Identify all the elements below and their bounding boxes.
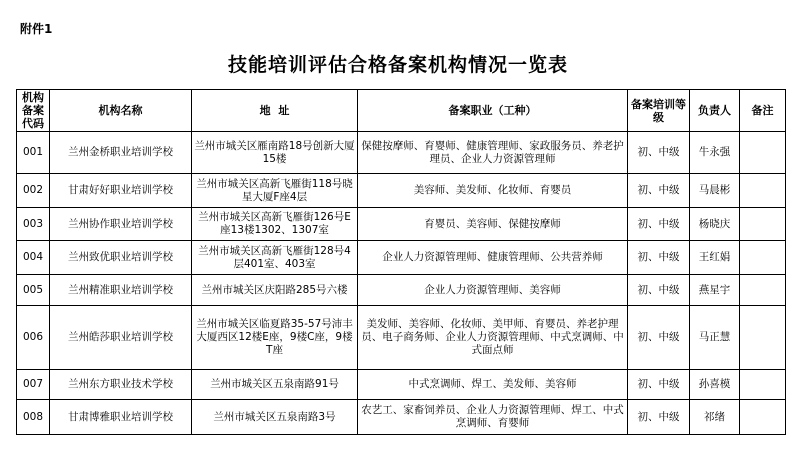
cell-remark (740, 132, 786, 174)
cell-remark (740, 241, 786, 275)
cell-person: 孙喜模 (690, 370, 740, 400)
cell-address: 兰州市城关区雁南路18号创新大厦15楼 (192, 132, 358, 174)
cell-level: 初、中级 (628, 174, 690, 208)
cell-person: 燕星宇 (690, 275, 740, 306)
cell-code: 007 (17, 370, 50, 400)
cell-name: 兰州金桥职业培训学校 (50, 132, 192, 174)
cell-level: 初、中级 (628, 275, 690, 306)
cell-name: 甘肃博雅职业培训学校 (50, 400, 192, 435)
cell-level: 初、中级 (628, 306, 690, 370)
registry-table (16, 89, 786, 435)
cell-occupations: 美容师、美发师、化妆师、育婴员 (358, 174, 628, 208)
cell-code: 008 (17, 400, 50, 435)
cell-code: 004 (17, 241, 50, 275)
cell-address: 兰州市城关区高新飞雁街126号E座13楼1302、1307室 (192, 208, 358, 241)
header-address: 地 址 (192, 90, 358, 132)
cell-code: 002 (17, 174, 50, 208)
cell-address: 兰州市城关区五泉南路91号 (192, 370, 358, 400)
page-title: 技能培训评估合格备案机构情况一览表 (227, 54, 568, 76)
cell-level: 初、中级 (628, 208, 690, 241)
cell-name: 甘肃好好职业培训学校 (50, 174, 192, 208)
cell-person: 王红娟 (690, 241, 740, 275)
cell-name: 兰州皓莎职业培训学校 (50, 306, 192, 370)
header-code: 机构备案代码 (17, 90, 50, 132)
cell-level: 初、中级 (628, 241, 690, 275)
table-row (17, 370, 786, 400)
header-level: 备案培训等级 (628, 90, 690, 132)
header-occupations: 备案职业（工种） (358, 90, 628, 132)
cell-address: 兰州市城关区临夏路35-57号沛丰大厦西区12楼E座，9楼C座，9楼T座 (192, 306, 358, 370)
cell-name: 兰州东方职业技术学校 (50, 370, 192, 400)
cell-remark (740, 370, 786, 400)
cell-level: 初、中级 (628, 370, 690, 400)
cell-occupations: 农艺工、家畜饲养员、企业人力资源管理师、焊工、中式烹调师、育婴师 (358, 400, 628, 435)
cell-address: 兰州市城关区庆阳路285号六楼 (192, 275, 358, 306)
header-remark: 备注 (740, 90, 786, 132)
cell-name: 兰州致优职业培训学校 (50, 241, 192, 275)
cell-person: 马正慧 (690, 306, 740, 370)
cell-level: 初、中级 (628, 132, 690, 174)
cell-code: 001 (17, 132, 50, 174)
cell-remark (740, 306, 786, 370)
cell-remark (740, 174, 786, 208)
cell-occupations: 美发师、美容师、化妆师、美甲师、育婴员、养老护理员、电子商务师、企业人力资源管理师、中式烹调师、中式面点师 (358, 306, 628, 370)
table-row (17, 241, 786, 275)
cell-address: 兰州市城关区高新飞雁街128号4层401室、403室 (192, 241, 358, 275)
header-person: 负责人 (690, 90, 740, 132)
cell-person: 杨晓庆 (690, 208, 740, 241)
table-row (17, 275, 786, 306)
cell-level: 初、中级 (628, 400, 690, 435)
cell-occupations: 保健按摩师、育婴师、健康管理师、家政服务员、养老护理员、企业人力资源管理师 (358, 132, 628, 174)
cell-name: 兰州协作职业培训学校 (50, 208, 192, 241)
attachment-label: 附件1 (20, 22, 53, 36)
table-row (17, 132, 786, 174)
table-row (17, 174, 786, 208)
header-name: 机构名称 (50, 90, 192, 132)
table-row (17, 400, 786, 435)
cell-name: 兰州精准职业培训学校 (50, 275, 192, 306)
table-row (17, 208, 786, 241)
cell-person: 牛永强 (690, 132, 740, 174)
cell-code: 005 (17, 275, 50, 306)
cell-occupations: 育婴员、美容师、保健按摩师 (358, 208, 628, 241)
cell-code: 003 (17, 208, 50, 241)
cell-code: 006 (17, 306, 50, 370)
cell-address: 兰州市城关区高新飞雁街118号晓星大厦F座4层 (192, 174, 358, 208)
cell-address: 兰州市城关区五泉南路3号 (192, 400, 358, 435)
cell-person: 马晨彬 (690, 174, 740, 208)
cell-occupations: 中式烹调师、焊工、美发师、美容师 (358, 370, 628, 400)
cell-occupations: 企业人力资源管理师、健康管理师、公共营养师 (358, 241, 628, 275)
cell-occupations: 企业人力资源管理师、美容师 (358, 275, 628, 306)
table-row (17, 306, 786, 370)
cell-remark (740, 400, 786, 435)
cell-person: 祁绪 (690, 400, 740, 435)
header-row (17, 90, 786, 132)
cell-remark (740, 208, 786, 241)
cell-remark (740, 275, 786, 306)
